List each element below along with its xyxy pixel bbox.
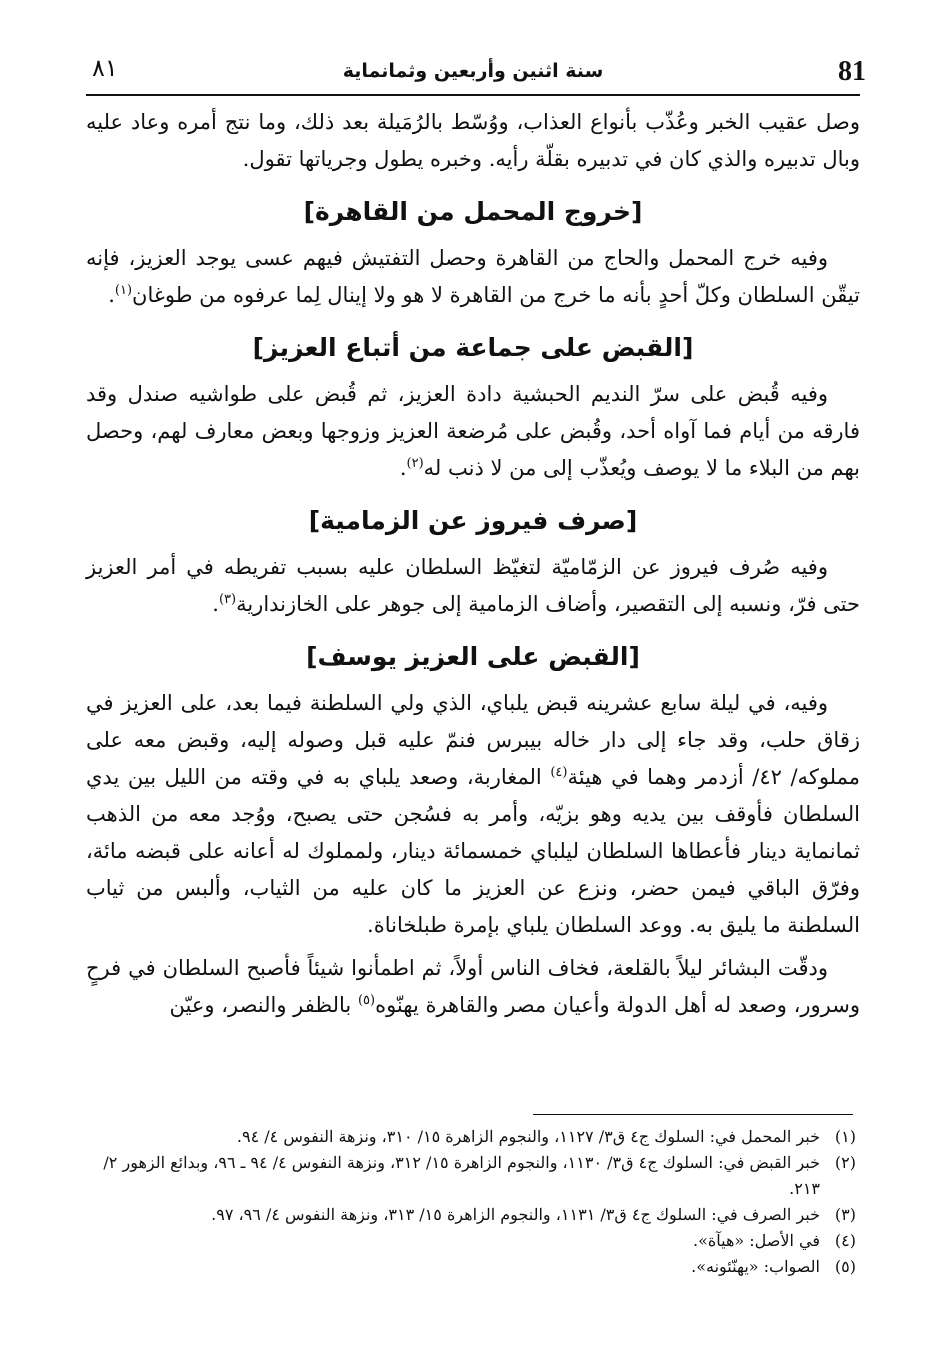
page-number-latin: 81 xyxy=(838,56,866,87)
page-header xyxy=(86,52,866,92)
section-heading: [القبض على العزيز يوسف] xyxy=(306,642,640,671)
paragraph: وفيه قُبض على سرّ النديم الحبشية دادة العزيز، ثم قُبض على طواشيه صندل وقد فارقه من أيام فما آواه أحد، وقُبض على مُرضعة العزيز وزوجها وبعض معارف لهم، وحصل بهم من البلاء ما لا يوصف ويُعذّب إلى من لا ذنب له$^{(٢)}$. xyxy=(86,382,860,480)
footnote-marker: (٤) xyxy=(550,765,568,780)
header-rule xyxy=(86,94,860,96)
footnote xyxy=(96,1228,856,1254)
footnote-text: في الأصل: «هيآة». xyxy=(692,1231,820,1250)
footnote xyxy=(96,1202,856,1228)
page-number-arabic: ٨١ xyxy=(92,54,118,82)
section-heading: [القبض على جماعة من أتباع العزيز] xyxy=(252,333,694,362)
footnote-number: (٣) xyxy=(834,1205,856,1224)
footnote-text: خبر القبض في: السلوك ج٤ ق٣/ ١١٣٠، والنجوم الزاهرة ١٥/ ٣١٢، ونزهة النفوس ٤/ ٩٤ ـ ٩٦، وبدائع الزهور ٢/ ٢١٣. xyxy=(103,1153,820,1198)
paragraph: ودقّت البشائر ليلاً بالقلعة، فخاف الناس أولاً، ثم اطمأنوا شيئاً فأصبح السلطان في فرحٍ وسرور، وصعد له أهل الدولة وأعيان مصر والقاهرة يهنّوه$^{(٥)}$ بالظفر والنصر، وعيّن xyxy=(86,956,860,1017)
footnote xyxy=(96,1254,856,1280)
footnote-number: (١) xyxy=(834,1127,856,1146)
section-heading: [خروج المحمل من القاهرة] xyxy=(303,197,643,226)
footnote-marker: (٥) xyxy=(357,993,376,1008)
footnote-number: (٥) xyxy=(834,1257,856,1276)
paragraph: وفيه خرج المحمل والحاج من القاهرة وحصل التفتيش فيهم عسى يوجد العزيز، فإنه تيقّن السلطان وكلّ أحدٍ بأنه ما خرج من القاهرة لا هو ولا إينال لِما عرفوه من طوغان$^{(١)}$. xyxy=(86,246,860,307)
main-text xyxy=(86,104,860,1024)
footnote-text: خبر المحمل في: السلوك ج٤ ق٣/ ١١٢٧، والنجوم الزاهرة ١٥/ ٣١٠، ونزهة النفوس ٤/ ٩٤. xyxy=(236,1127,820,1146)
footnote-marker: (٣) xyxy=(218,592,237,607)
section-heading: [صرف فيروز عن الزمامية] xyxy=(308,506,638,535)
footnotes xyxy=(96,1124,856,1280)
running-title: سنة اثنين وأربعين وثمانماية xyxy=(342,60,604,82)
footnote-text: خبر الصرف في: السلوك ج٤ ق٣/ ١١٣١، والنجوم الزاهرة ١٥/ ٣١٣، ونزهة النفوس ٤/ ٩٦، ٩٧. xyxy=(211,1205,820,1224)
paragraph: وفيه، في ليلة سابع عشرينه قبض يلباي، الذي ولي السلطنة فيما بعد، على العزيز في زقاق حلب، وقد جاء إلى دار خاله بيبرس فنمّ عليه قبل وصوله إليه، وقبض معه على مملوكه/ ٤٢/ أزدمر وهما في هيئة$^{(٤)}$ المغاربة، وصعد يلباي به في وقته من الليل بين يدي السلطان فأوقف بين يديه وهو بزيّه، وأمر به فسُجن حتى يصبح، ووُجد معه من الذهب ثمانماية دينار فأعطاها السلطان ليلباي خمسمائة دينار، ولمملوك له أعانه على قبضه مائة، وفرّق الباقي فيمن حضر، ونزع عن العزيز ما كان عليه من الثياب، وألبس من ثياب السلطنة ما يليق به. ووعد السلطان يلباي بإمرة طبلخاناة. xyxy=(86,691,861,937)
footnote-rule xyxy=(533,1114,853,1115)
footnote xyxy=(96,1124,856,1150)
footnote-text: الصواب: «يهنّئونه». xyxy=(691,1257,820,1276)
footnote-marker: (١) xyxy=(114,283,133,298)
footnote xyxy=(96,1150,856,1202)
footnote-marker: (٢) xyxy=(406,456,424,471)
footnote-number: (٤) xyxy=(834,1231,856,1250)
opening-paragraph: وصل عقيب الخبر وعُذّب بأنواع العذاب، ووُسّط بالرُمَيلة بعد ذلك، وما نتج أمره وعاد عليه وبال تدبيره والذي كان في تدبيره بقلّة رأيه. وخبره يطول وجرياتها تقول. xyxy=(86,110,860,171)
paragraph: وفيه صُرف فيروز عن الزمّاميّة لتغيّظ السلطان عليه بسبب تفريطه في أمر العزيز حتى فرّ، ونسبه إلى التقصير، وأضاف الزمامية إلى جوهر على الخازندارية$^{(٣)}$. xyxy=(86,555,860,616)
footnote-number: (٢) xyxy=(834,1153,856,1172)
